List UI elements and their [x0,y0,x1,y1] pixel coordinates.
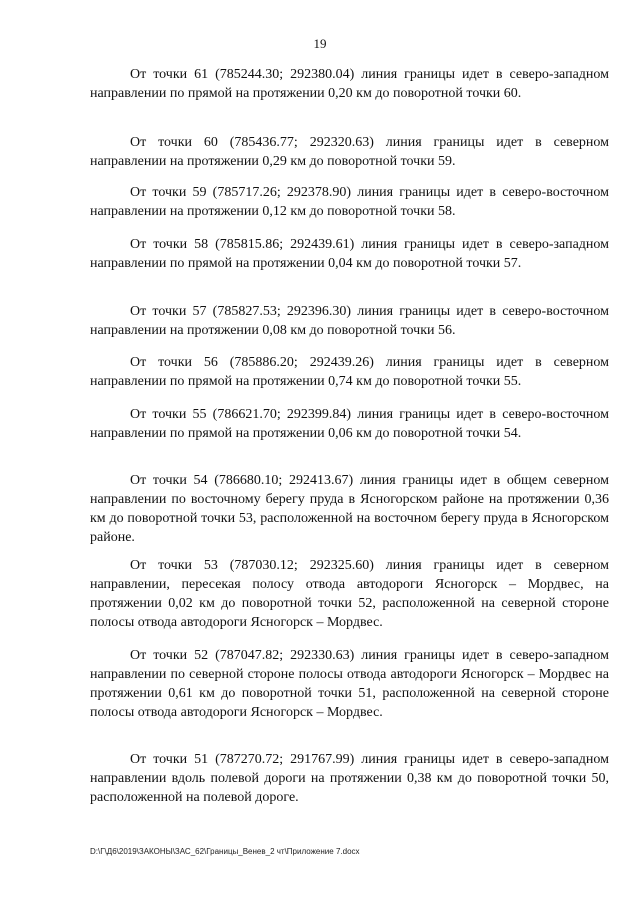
paragraph-point-57: От точки 57 (785827.53; 292396.30) линия границы идет в северо-восточном направлении на протяжении 0,08 км до поворотной точки 56. [90,304,609,338]
paragraph-point-56: От точки 56 (785886.20; 292439.26) линия границы идет в северном направлении по прямой на протяжении 0,74 км до поворотной точки 55. [90,355,609,389]
paragraph-point-53: От точки 53 (787030.12; 292325.60) линия границы идет в северном направлении, пересекая полосу отвода автодороги Ясногорск – Мордвес, на протяжении 0,02 км до поворотной точки 52, расположенной на северной стороне полосы отвода автодороги Ясногорск – Мордвес. [90,558,609,630]
paragraph-point-51: От точки 51 (787270.72; 291767.99) линия границы идет в северо-западном направлении вдоль полевой дороги на протяжении 0,38 км до поворотной точки 50, расположенной на полевой дороге. [90,752,609,805]
paragraph-point-55: От точки 55 (786621.70; 292399.84) линия границы идет в северо-восточном направлении по прямой на протяжении 0,06 км до поворотной точки 54. [90,407,609,441]
paragraph-point-59: От точки 59 (785717.26; 292378.90) линия границы идет в северо-восточном направлении на протяжении 0,12 км до поворотной точки 58. [90,185,609,219]
paragraph-point-61: От точки 61 (785244.30; 292380.04) линия границы идет в северо-западном направлении по прямой на протяжении 0,20 км до поворотной точки 60. [90,67,609,101]
paragraph-point-52: От точки 52 (787047.82; 292330.63) линия границы идет в северо-западном направлении по северной стороне полосы отвода автодороги Ясногорск – Мордвес на протяжении 0,61 км до поворотной точки 51, расположенной на северной стороне полосы отвода автодороги Ясногорск – Мордвес. [90,648,609,720]
footer-file-path: D:\Г\Д6\2019\ЗАКОНЫ\ЗАС_62\Границы_Венев_2 чт\Приложение 7.docx [90,847,360,856]
paragraph-point-58: От точки 58 (785815.86; 292439.61) линия границы идет в северо-западном направлении по прямой на протяжении 0,04 км до поворотной точки 57. [90,237,609,271]
paragraph-point-60: От точки 60 (785436.77; 292320.63) линия границы идет в северном направлении на протяжении 0,29 км до поворотной точки 59. [90,135,609,169]
page-number: 19 [313,36,327,51]
paragraph-point-54: От точки 54 (786680.10; 292413.67) линия границы идет в общем северном направлении по восточному берегу пруда в Ясногорском районе на протяжении 0,36 км до поворотной точки 53, расположенной на восточном берегу пруда в Ясногорском районе. [90,473,609,545]
